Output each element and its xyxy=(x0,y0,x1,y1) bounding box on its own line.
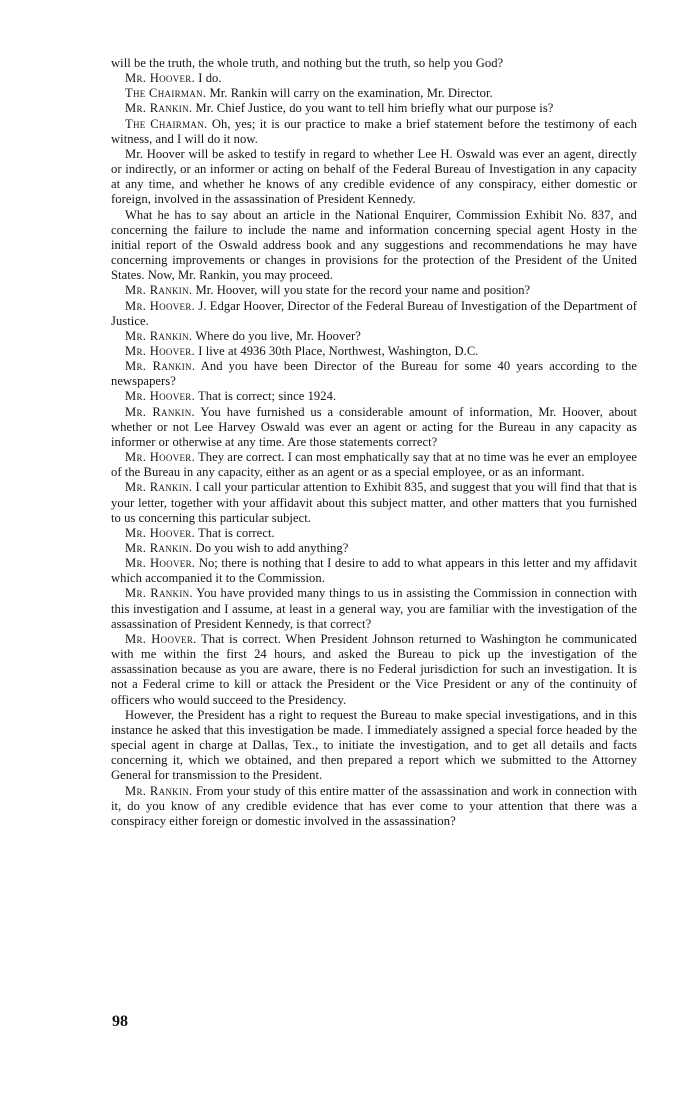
transcript-paragraph xyxy=(111,56,637,71)
speech-text: Oh, yes; it is our practice to make a brief statement before the testimony of each witness, and I will do it now. xyxy=(111,116,638,146)
speech-text: What he has to say about an article in the National Enquirer, Commission Exhibit No. 837, and concerning the failure to include the name and information concerning special agent Hosty in the initial report of the Oswald address book and any suggestions and recommendations he may have concerning improvements or changes in provisions for the protection of the President of the United States. Now, Mr. Rankin, you may proceed. xyxy=(111,207,637,283)
transcript-paragraph xyxy=(111,86,637,101)
speech-text: J. Edgar Hoover, Director of the Federal Bureau of Investigation of the Department of Justice. xyxy=(111,298,638,328)
transcript-paragraph xyxy=(111,708,637,784)
speaker-name: Mr. Rankin. xyxy=(125,328,193,343)
speech-text: Where do you live, Mr. Hoover? xyxy=(195,328,361,343)
transcript-paragraph xyxy=(111,450,637,480)
transcript-paragraph xyxy=(111,632,637,708)
speech-text: You have provided many things to us in assisting the Commission in connection with this investigation and I assume, at least in a general way, you are familiar with the investigation of the assassination of President Kennedy, is that correct? xyxy=(111,586,637,631)
speech-text: You have furnished us a considerable amount of information, Mr. Hoover, about whether or not Lee Harvey Oswald was ever an agent or acting for the Bureau in any capacity as informer or otherwise at any time. Are those statements correct? xyxy=(111,404,637,449)
speaker-name: Mr. Hoover. xyxy=(125,525,196,540)
speech-text: However, the President has a right to request the Bureau to make special investigations, and in this instance he asked that this investigation be made. I immediately assigned a special force headed by the special agent in charge at Dallas, Tex., to initiate the investigation, and to get all details and facts concerning it, which we obtained, and then prepared a report which we submitted to the Attorney General for transmission to the President. xyxy=(111,707,637,783)
speech-text: From your study of this entire matter of the assassination and work in connection with it, do you know of any credible evidence that has ever come to your attention that there was a conspiracy either foreign or domestic involved in the assassination? xyxy=(111,783,637,828)
transcript-paragraph xyxy=(111,299,637,329)
speaker-name: Mr. Rankin. xyxy=(125,541,193,555)
speaker-name: The Chairman. xyxy=(125,116,208,131)
transcript-paragraph xyxy=(111,541,637,556)
transcript-paragraph xyxy=(111,208,637,284)
speech-text: And you have been Director of the Bureau for some 40 years according to the newspapers? xyxy=(111,359,637,389)
speech-text: Mr. Hoover will be asked to testify in regard to whether Lee H. Oswald was ever an agent, directly or indirectly, or an informer or acting on behalf of the Federal Bureau of Investigation in any capacity at any time, and whether he knows of any credible evidence of any conspiracy, either domestic or foreign, involved in the assassination of President Kennedy. xyxy=(111,146,637,207)
transcript-body xyxy=(111,56,637,829)
transcript-paragraph xyxy=(111,389,637,404)
speech-text: I live at 4936 30th Place, Northwest, Washington, D.C. xyxy=(198,343,479,358)
speaker-name: Mr. Rankin. xyxy=(125,359,196,374)
page-number: 98 xyxy=(112,1013,128,1030)
speaker-name: Mr. Rankin. xyxy=(125,404,195,419)
transcript-paragraph xyxy=(111,359,637,389)
speech-text: No; there is nothing that I desire to add to what appears in this letter and my affidavit which accompanied it to the Commission. xyxy=(111,556,637,586)
speaker-name: Mr. Rankin. xyxy=(125,283,193,298)
speaker-name: Mr. Hoover. xyxy=(125,343,196,358)
transcript-paragraph xyxy=(111,405,637,450)
speaker-name: Mr. Hoover. xyxy=(125,389,196,404)
speaker-name: Mr. Hoover. xyxy=(125,450,196,465)
transcript-paragraph xyxy=(111,526,637,541)
speech-text: Do you wish to add anything? xyxy=(195,541,349,555)
speech-text: I call your particular attention to Exhibit 835, and suggest that you will find that that is your letter, together with your affidavit about this subject matter, and other matters that you furnished to us concerning this particular subject. xyxy=(111,480,637,525)
speech-text: I do. xyxy=(198,71,222,86)
speech-text: That is correct. When President Johnson returned to Washington he communicated with me within the first 24 hours, and asked the Bureau to pick up the investigation of the assassination because as you are aware, there is no Federal jurisdiction for such an investigation. It is not a Federal crime to kill or attack the President or the Vice President or any of the continuity of officers who would succeed to the Presidency. xyxy=(111,631,637,707)
speaker-name: Mr. Hoover. xyxy=(125,298,196,313)
transcript-paragraph xyxy=(111,147,637,208)
speech-text: That is correct; since 1924. xyxy=(198,389,337,404)
transcript-paragraph xyxy=(111,586,637,631)
speaker-name: Mr. Hoover. xyxy=(125,71,196,86)
transcript-paragraph xyxy=(111,480,637,525)
speech-text: They are correct. I can most emphatically say that at no time was he ever an employee of the Bureau in any capacity, either as an agent or as a special employee, or as an informant. xyxy=(111,450,637,480)
speech-text: That is correct. xyxy=(198,525,275,540)
transcript-paragraph xyxy=(111,101,637,116)
transcript-paragraph xyxy=(111,71,637,86)
speaker-name: Mr. Rankin. xyxy=(125,480,193,495)
transcript-paragraph xyxy=(111,556,637,586)
transcript-paragraph xyxy=(111,329,637,344)
speech-text: Mr. Hoover, will you state for the record your name and position? xyxy=(195,283,531,298)
transcript-paragraph xyxy=(111,283,637,298)
speech-text: Mr. Rankin will carry on the examination, Mr. Director. xyxy=(209,86,493,101)
transcript-page xyxy=(111,56,637,829)
speech-text: will be the truth, the whole truth, and nothing but the truth, so help you God? xyxy=(111,56,504,70)
speaker-name: The Chairman. xyxy=(125,86,207,101)
speaker-name: Mr. Rankin. xyxy=(125,101,193,116)
transcript-paragraph xyxy=(111,117,637,147)
transcript-paragraph xyxy=(111,784,637,829)
speaker-name: Mr. Hoover. xyxy=(125,556,196,571)
transcript-paragraph xyxy=(111,344,637,359)
speaker-name: Mr. Rankin. xyxy=(125,586,193,601)
speaker-name: Mr. Hoover. xyxy=(125,631,197,646)
speech-text: Mr. Chief Justice, do you want to tell him briefly what our purpose is? xyxy=(195,101,554,116)
speaker-name: Mr. Rankin. xyxy=(125,783,193,798)
